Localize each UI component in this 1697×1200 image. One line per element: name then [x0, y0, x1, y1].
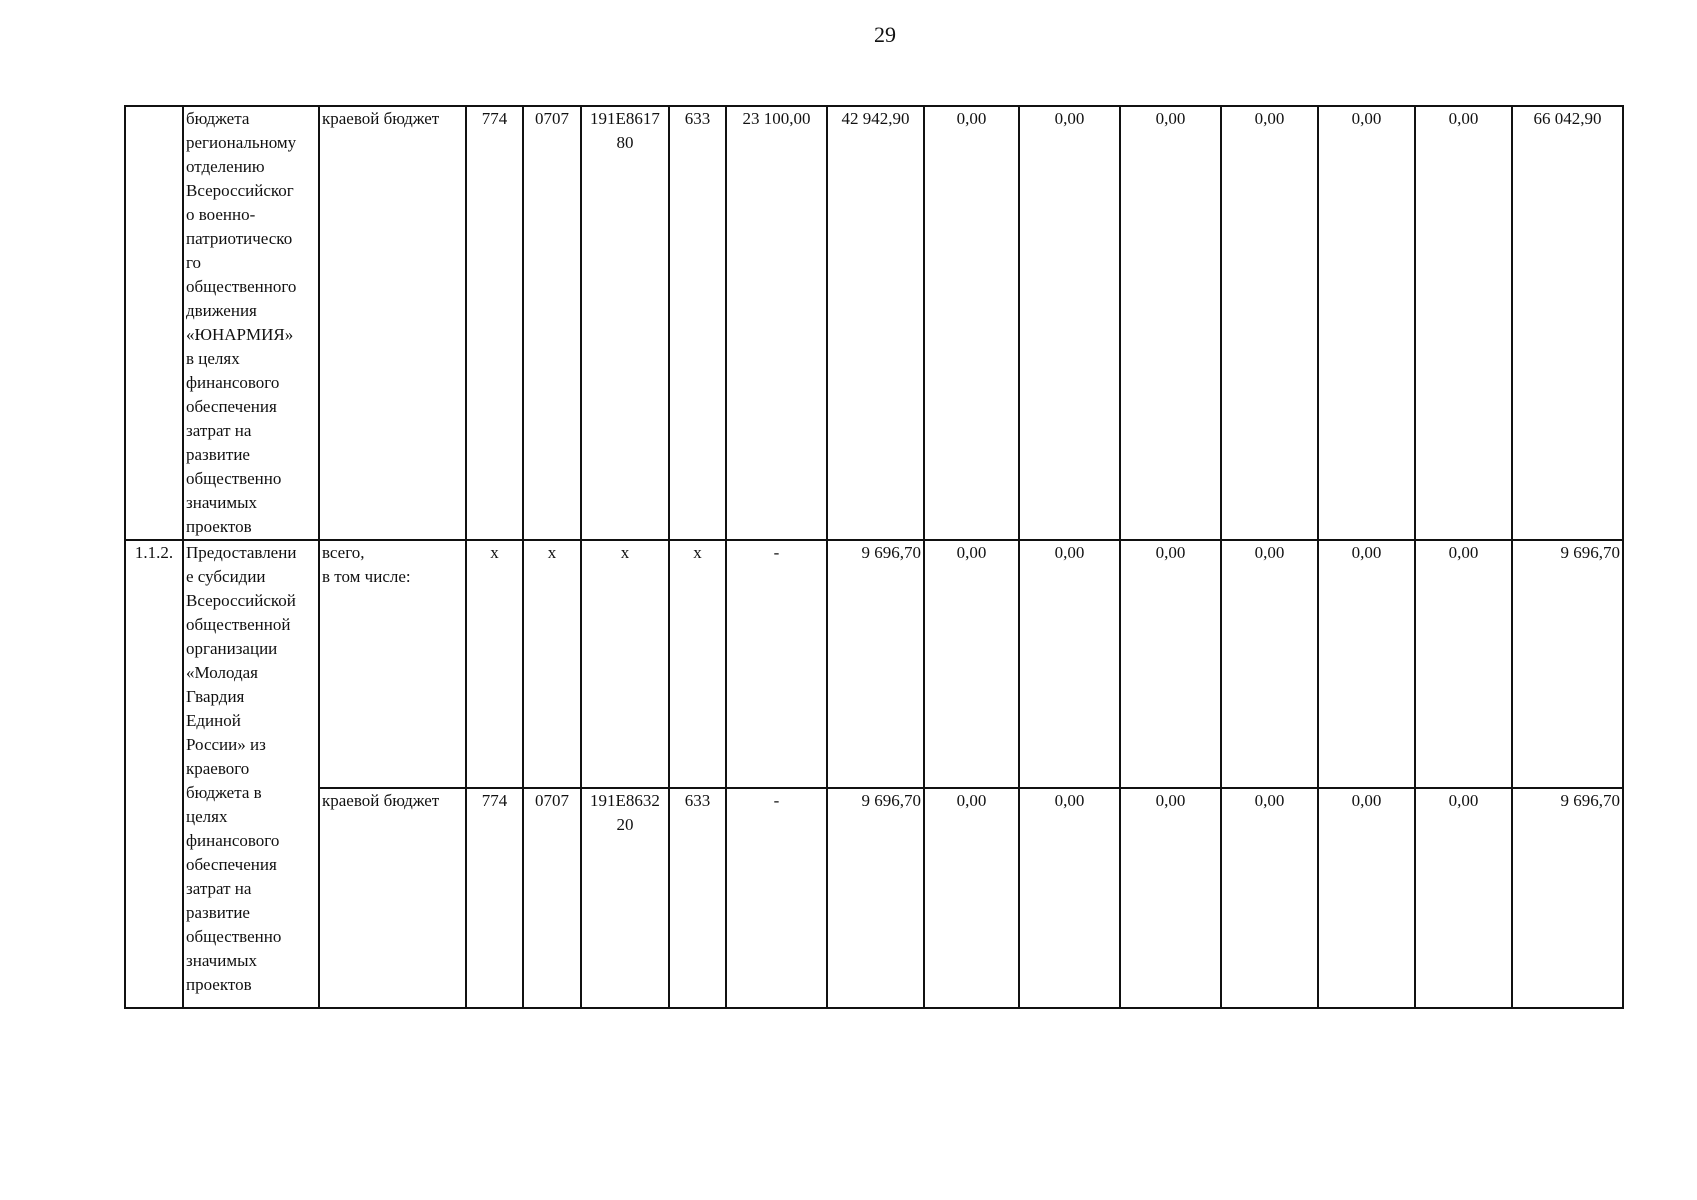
description-line: общественно — [186, 927, 282, 946]
total-amount-cell: 9 696,70 — [1512, 540, 1623, 788]
vr-code-cell: 633 — [669, 106, 726, 540]
description-line: организации — [186, 639, 278, 658]
grbs-code-cell: 774 — [466, 106, 523, 540]
table-row — [125, 106, 1623, 540]
total-amount-cell: 9 696,70 — [1512, 788, 1623, 1008]
amount-cell: 0,00 — [1318, 788, 1415, 1008]
amount-cell: 0,00 — [1221, 540, 1318, 788]
table-row — [125, 540, 1623, 788]
description-line: «ЮНАРМИЯ» — [186, 325, 294, 344]
description-line: финансового — [186, 831, 280, 850]
description-line: общественного — [186, 277, 297, 296]
description-line: Предоставлени — [186, 543, 297, 562]
grbs-code-cell: 774 — [466, 788, 523, 1008]
amount-cell: 0,00 — [1019, 788, 1120, 1008]
description-line: Гвардия — [186, 687, 245, 706]
description-line: целях — [186, 807, 228, 826]
description-line: обеспечения — [186, 397, 277, 416]
description-line: Всероссийской — [186, 591, 296, 610]
description-line: в целях — [186, 349, 240, 368]
description-line: Всероссийског — [186, 181, 294, 200]
description-line: обеспечения — [186, 855, 277, 874]
description-line: общественно — [186, 469, 282, 488]
amount-cell: 0,00 — [1120, 540, 1221, 788]
total-amount-cell: 66 042,90 — [1512, 106, 1623, 540]
row-number-cell: 1.1.2. — [125, 540, 183, 1008]
row-number-cell — [125, 106, 183, 540]
description-line: затрат на — [186, 879, 252, 898]
description-line: патриотическо — [186, 229, 293, 248]
description-line: значимых — [186, 493, 258, 512]
funding-source-line: краевой бюджет — [322, 791, 440, 810]
description-line: развитие — [186, 903, 250, 922]
amount-cell: 0,00 — [1221, 106, 1318, 540]
description-line: общественной — [186, 615, 291, 634]
description-line: финансового — [186, 373, 280, 392]
funding-source-line: в том числе: — [322, 567, 411, 586]
amount-cell: 0,00 — [924, 540, 1019, 788]
description-line: бюджета в — [186, 783, 262, 802]
csr-code-line: 191E8632 — [590, 791, 660, 810]
amount-cell: 0,00 — [924, 106, 1019, 540]
amount-cell: 0,00 — [1318, 106, 1415, 540]
csr-code-line: x — [620, 543, 630, 562]
csr-code-line: 191E8617 — [590, 109, 660, 128]
rzpr-code-cell: x — [523, 540, 581, 788]
vr-code-cell: 633 — [669, 788, 726, 1008]
amount-cell: 9 696,70 — [827, 788, 924, 1008]
funding-source-cell: краевой бюджет — [319, 106, 466, 540]
amount-cell: 0,00 — [1120, 106, 1221, 540]
description-line: проектов — [186, 975, 252, 994]
csr-code-line: 20 — [616, 815, 634, 834]
description-line: России» из — [186, 735, 266, 754]
funding-source-cell — [319, 788, 466, 1008]
page-number: 29 — [874, 22, 896, 47]
grbs-code-cell: x — [466, 540, 523, 788]
description-line: бюджета — [186, 109, 250, 128]
description-line: развитие — [186, 445, 250, 464]
description-line: е субсидии — [186, 567, 266, 586]
rzpr-code-cell: 0707 — [523, 788, 581, 1008]
csr-code-cell — [581, 540, 669, 788]
amount-cell: - — [726, 788, 827, 1008]
description-line: го — [186, 253, 202, 272]
csr-code-cell — [581, 106, 669, 540]
amount-cell: 0,00 — [1415, 106, 1512, 540]
description-line: движения — [186, 301, 257, 320]
amount-cell: 9 696,70 — [827, 540, 924, 788]
description-cell — [183, 106, 319, 540]
description-line: Единой — [186, 711, 241, 730]
description-line: отделению — [186, 157, 265, 176]
csr-code-cell — [581, 788, 669, 1008]
funding-source-cell — [319, 540, 466, 788]
funding-source-line: всего, — [322, 543, 365, 562]
rzpr-code-cell: 0707 — [523, 106, 581, 540]
budget-table — [124, 105, 1624, 1009]
description-line: значимых — [186, 951, 258, 970]
description-cell — [183, 540, 319, 1008]
amount-cell: 0,00 — [1415, 788, 1512, 1008]
description-line: краевого — [186, 759, 250, 778]
amount-cell: 0,00 — [1019, 540, 1120, 788]
amount-cell: 0,00 — [1415, 540, 1512, 788]
amount-cell: 0,00 — [1221, 788, 1318, 1008]
amount-cell: 42 942,90 — [827, 106, 924, 540]
vr-code-cell: x — [669, 540, 726, 788]
description-line: региональному — [186, 133, 297, 152]
description-line: проектов — [186, 517, 252, 536]
amount-cell: 0,00 — [924, 788, 1019, 1008]
description-line: о военно- — [186, 205, 256, 224]
amount-cell: - — [726, 540, 827, 788]
csr-code-line: 80 — [616, 133, 634, 152]
amount-cell: 0,00 — [1318, 540, 1415, 788]
table-row — [125, 788, 1623, 1008]
amount-cell: 0,00 — [1120, 788, 1221, 1008]
description-line: «Молодая — [186, 663, 258, 682]
description-line: затрат на — [186, 421, 252, 440]
amount-cell: 0,00 — [1019, 106, 1120, 540]
amount-cell: 23 100,00 — [726, 106, 827, 540]
